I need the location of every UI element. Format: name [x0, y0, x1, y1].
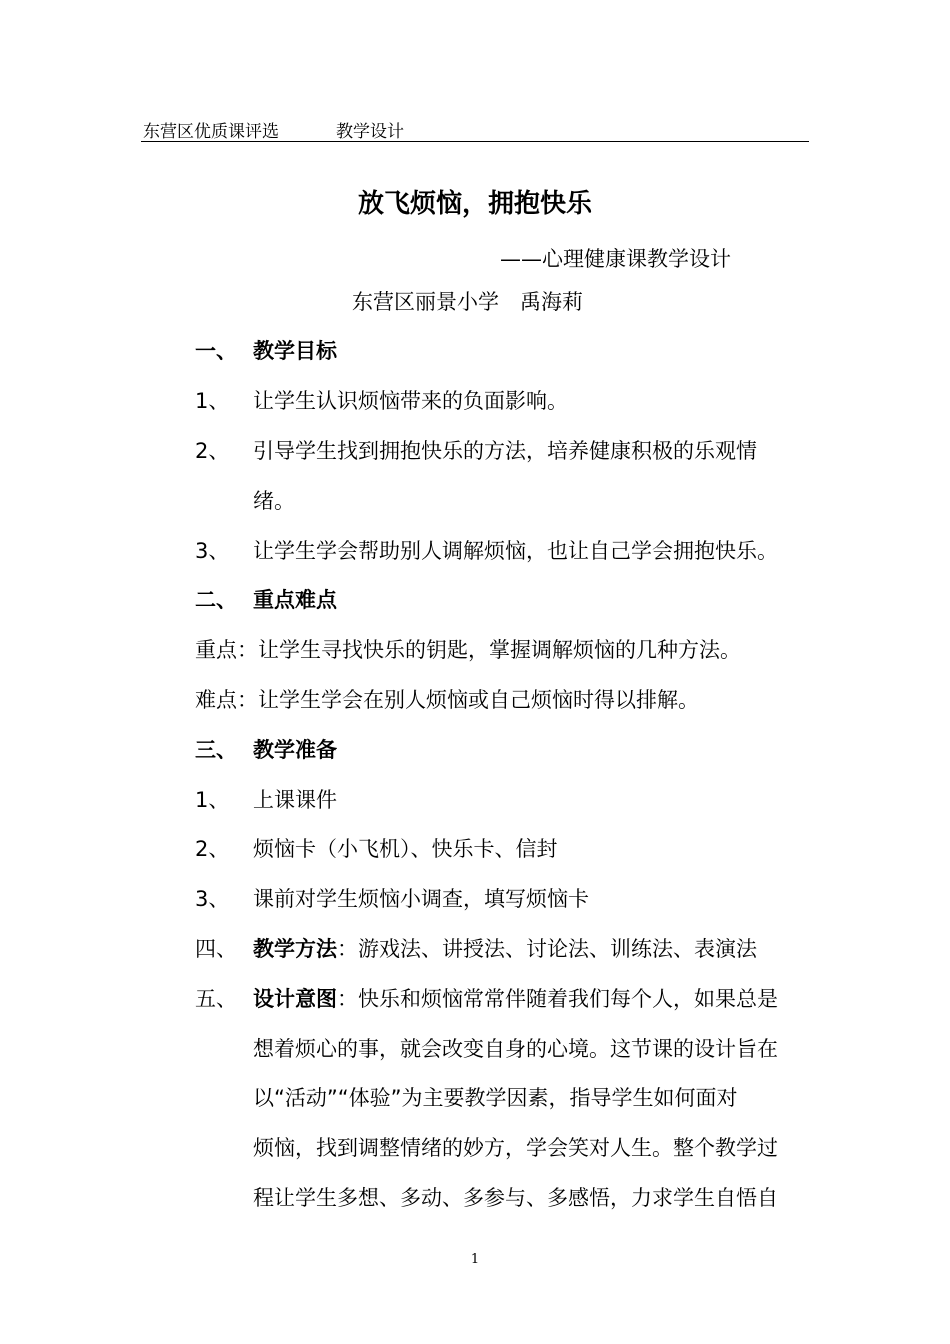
header-right: 教学设计 [336, 122, 404, 142]
list-item-text: 让学生学会帮助别人调解烦恼，也让自己学会拥抱快乐。 [253, 539, 778, 563]
list-item-number: 1、 [195, 389, 230, 413]
list-item-text: 课前对学生烦恼小调查，填写烦恼卡 [253, 887, 589, 911]
paragraph-line: 以“活动”“体验”为主要教学因素，指导学生如何面对 [253, 1086, 738, 1110]
section5-text: ：快乐和烦恼常常伴随着我们每个人，如果总是 [337, 987, 778, 1011]
section2-title: 重点难点 [253, 588, 337, 612]
section2-number: 二、 [195, 588, 237, 612]
header-rule [141, 141, 809, 142]
header-left: 东营区优质课评选 [143, 122, 279, 142]
difficult-point-text: 难点：让学生学会在别人烦恼或自己烦恼时得以排解。 [195, 688, 699, 712]
list-item-number: 1、 [195, 788, 230, 812]
list-item-text: 烦恼卡（小飞机）、快乐卡、信封 [253, 837, 558, 861]
document-title: 放飞烦恼，拥抱快乐 [357, 189, 592, 219]
list-item-number: 3、 [195, 887, 230, 911]
key-point-text: 重点：让学生寻找快乐的钥匙，掌握调解烦恼的几种方法。 [195, 638, 741, 662]
paragraph-line: 想着烦心的事，就会改变自身的心境。这节课的设计旨在 [253, 1037, 778, 1061]
document-author: 东营区丽景小学 禹海莉 [352, 290, 583, 314]
section1-title: 教学目标 [253, 339, 337, 363]
section5-number: 五、 [195, 987, 237, 1011]
paragraph-line: 程让学生多想、多动、多参与、多感悟，力求学生自悟自 [253, 1186, 778, 1210]
list-item-text: 引导学生找到拥抱快乐的方法，培养健康积极的乐观情 [253, 439, 757, 463]
section4-title: 教学方法 [253, 937, 337, 961]
paragraph-line: 烦恼，找到调整情绪的妙方，学会笑对人生。整个教学过 [253, 1136, 778, 1160]
section3-number: 三、 [195, 738, 237, 762]
list-item-number: 2、 [195, 439, 230, 463]
list-item-text: 上课课件 [253, 788, 337, 812]
section4-line [253, 933, 757, 963]
list-item-continuation: 绪。 [253, 489, 295, 513]
section4-number: 四、 [195, 937, 237, 961]
section5-line [253, 983, 778, 1013]
section1-number: 一、 [195, 339, 237, 363]
page-number: 1 [470, 1252, 480, 1267]
list-item-number: 2、 [195, 837, 230, 861]
section3-title: 教学准备 [253, 738, 337, 762]
list-item-number: 3、 [195, 539, 230, 563]
section4-text: ：游戏法、讲授法、讨论法、训练法、表演法 [337, 937, 757, 961]
document-subtitle: ——心理健康课教学设计 [500, 247, 731, 271]
list-item-text: 让学生认识烦恼带来的负面影响。 [253, 389, 568, 413]
section5-title: 设计意图 [253, 987, 337, 1011]
